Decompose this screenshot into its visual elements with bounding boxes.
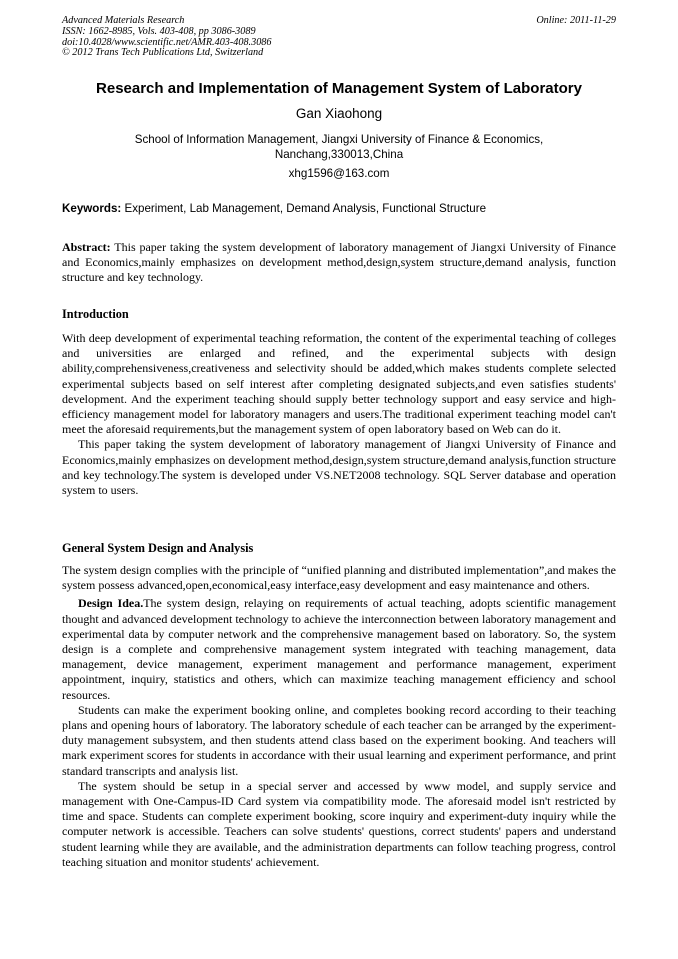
keywords	[62, 202, 616, 215]
abstract	[62, 240, 616, 286]
general-design-heading: General System Design and Analysis	[62, 541, 254, 555]
issn-line: ISSN: 1662-8985, Vols. 403-408, pp 3086-3089	[62, 25, 256, 37]
design-idea-text: The system design, relaying on requirements of actual teaching, adopts scientific management thought and advanced development technology to achieve the interconnection between laboratory management and experimental data by computer network and the comprehensive management based on laboratory. So, the system design is a complete and comprehensive management system integrated with teaching management, data management, device management, experiment management and performance management, experiment appointment, inquiry, statistics and others, which can maximize teaching management efficiency and school resources.	[62, 596, 617, 702]
paper-title: Research and Implementation of Management System of Laboratory	[96, 80, 582, 97]
online-date: Online: 2011-11-29	[536, 15, 616, 26]
intro-paragraph-2: This paper taking the system development of laboratory management of Jiangxi University of Finance and Economics,mainly emphasizes on development method,design,system structure,demand analysis,function structure and key technology.The system is developed under VS.NET2008 technology. SQL Server database and operation system to users.	[62, 437, 616, 498]
abstract-text: This paper taking the system development of laboratory management of Jiangxi University of Finance and Economics,mainly emphasizes on development method,design,system structure,demand analysis, function structure and key technology.	[62, 240, 616, 285]
intro-paragraph-1: With deep development of experimental teaching reformation, the content of the experimental teaching of colleges and universities are enlarged and refined, and the experimental subjects with design ability,comprehensiveness,creativeness and selectivity should be added,which makes students complete selected experimental subjects based on self interest after completing designated subjects,and even satisfies students' development. And the experiment teaching should supply better technology support and easy service and high-efficiency management model for laboratory managers and users.The traditional experiment teaching model can't meet the aforesaid requirements,but the management system of open laboratory based on Web can do it.	[62, 331, 616, 437]
keywords-label: Keywords:	[62, 202, 122, 215]
general-paragraph-4: The system should be setup in a special server and accessed by www model, and supply service and management with One-Campus-ID Card system via compatibility mode. The aforesaid model isn't restricted by time and space. Students can complete experiment booking, score inquiry and experiment-duty inquiry while the computer network is accessible. Teachers can solve students' questions, correct students' papers and understand student learning while they are available, and the administration departments can follow teaching progress, control teaching situation and monitor students' achievement.	[62, 778, 616, 869]
keywords-text: Experiment, Lab Management, Demand Analysis, Functional Structure	[121, 202, 487, 215]
design-idea-paragraph	[62, 596, 616, 702]
introduction-heading: Introduction	[62, 307, 129, 321]
copyright-line: © 2012 Trans Tech Publications Ltd, Switzerland	[62, 47, 264, 59]
general-design-body	[62, 563, 616, 870]
journal-header	[62, 16, 482, 59]
abstract-label: Abstract:	[62, 240, 111, 254]
author-name: Gan Xiaohong	[295, 106, 383, 121]
journal-name: Advanced Materials Research	[62, 15, 185, 26]
general-paragraph-1: The system design complies with the principle of “unified planning and distributed implementation”,and makes the system possess advanced,open,economical,easy interface,easy development and easy maintenance and others.	[62, 563, 616, 593]
affiliation-line-1: School of Information Management, Jiangxi University of Finance & Economics,	[134, 133, 544, 146]
affiliation-line-2: Nanchang,330013,China	[274, 148, 404, 161]
author-email: xhg1596@163.com	[288, 167, 390, 180]
general-paragraph-3: Students can make the experiment booking online, and completes booking record according to their teaching plans and opening hours of laboratory. The laboratory schedule of each teacher can be arranged by the experiment-duty management subsystem, and then students attend class based on the experiment booking. And teachers will mark experiment scores for students in accordance with their usual learning and experiment performance, and print standard transcripts and analysis list.	[62, 702, 616, 778]
doi-line: doi:10.4028/www.scientific.net/AMR.403-408.3086	[62, 36, 272, 48]
affiliation	[62, 132, 616, 162]
design-idea-label: Design Idea.	[78, 596, 144, 611]
introduction-body	[62, 331, 616, 498]
